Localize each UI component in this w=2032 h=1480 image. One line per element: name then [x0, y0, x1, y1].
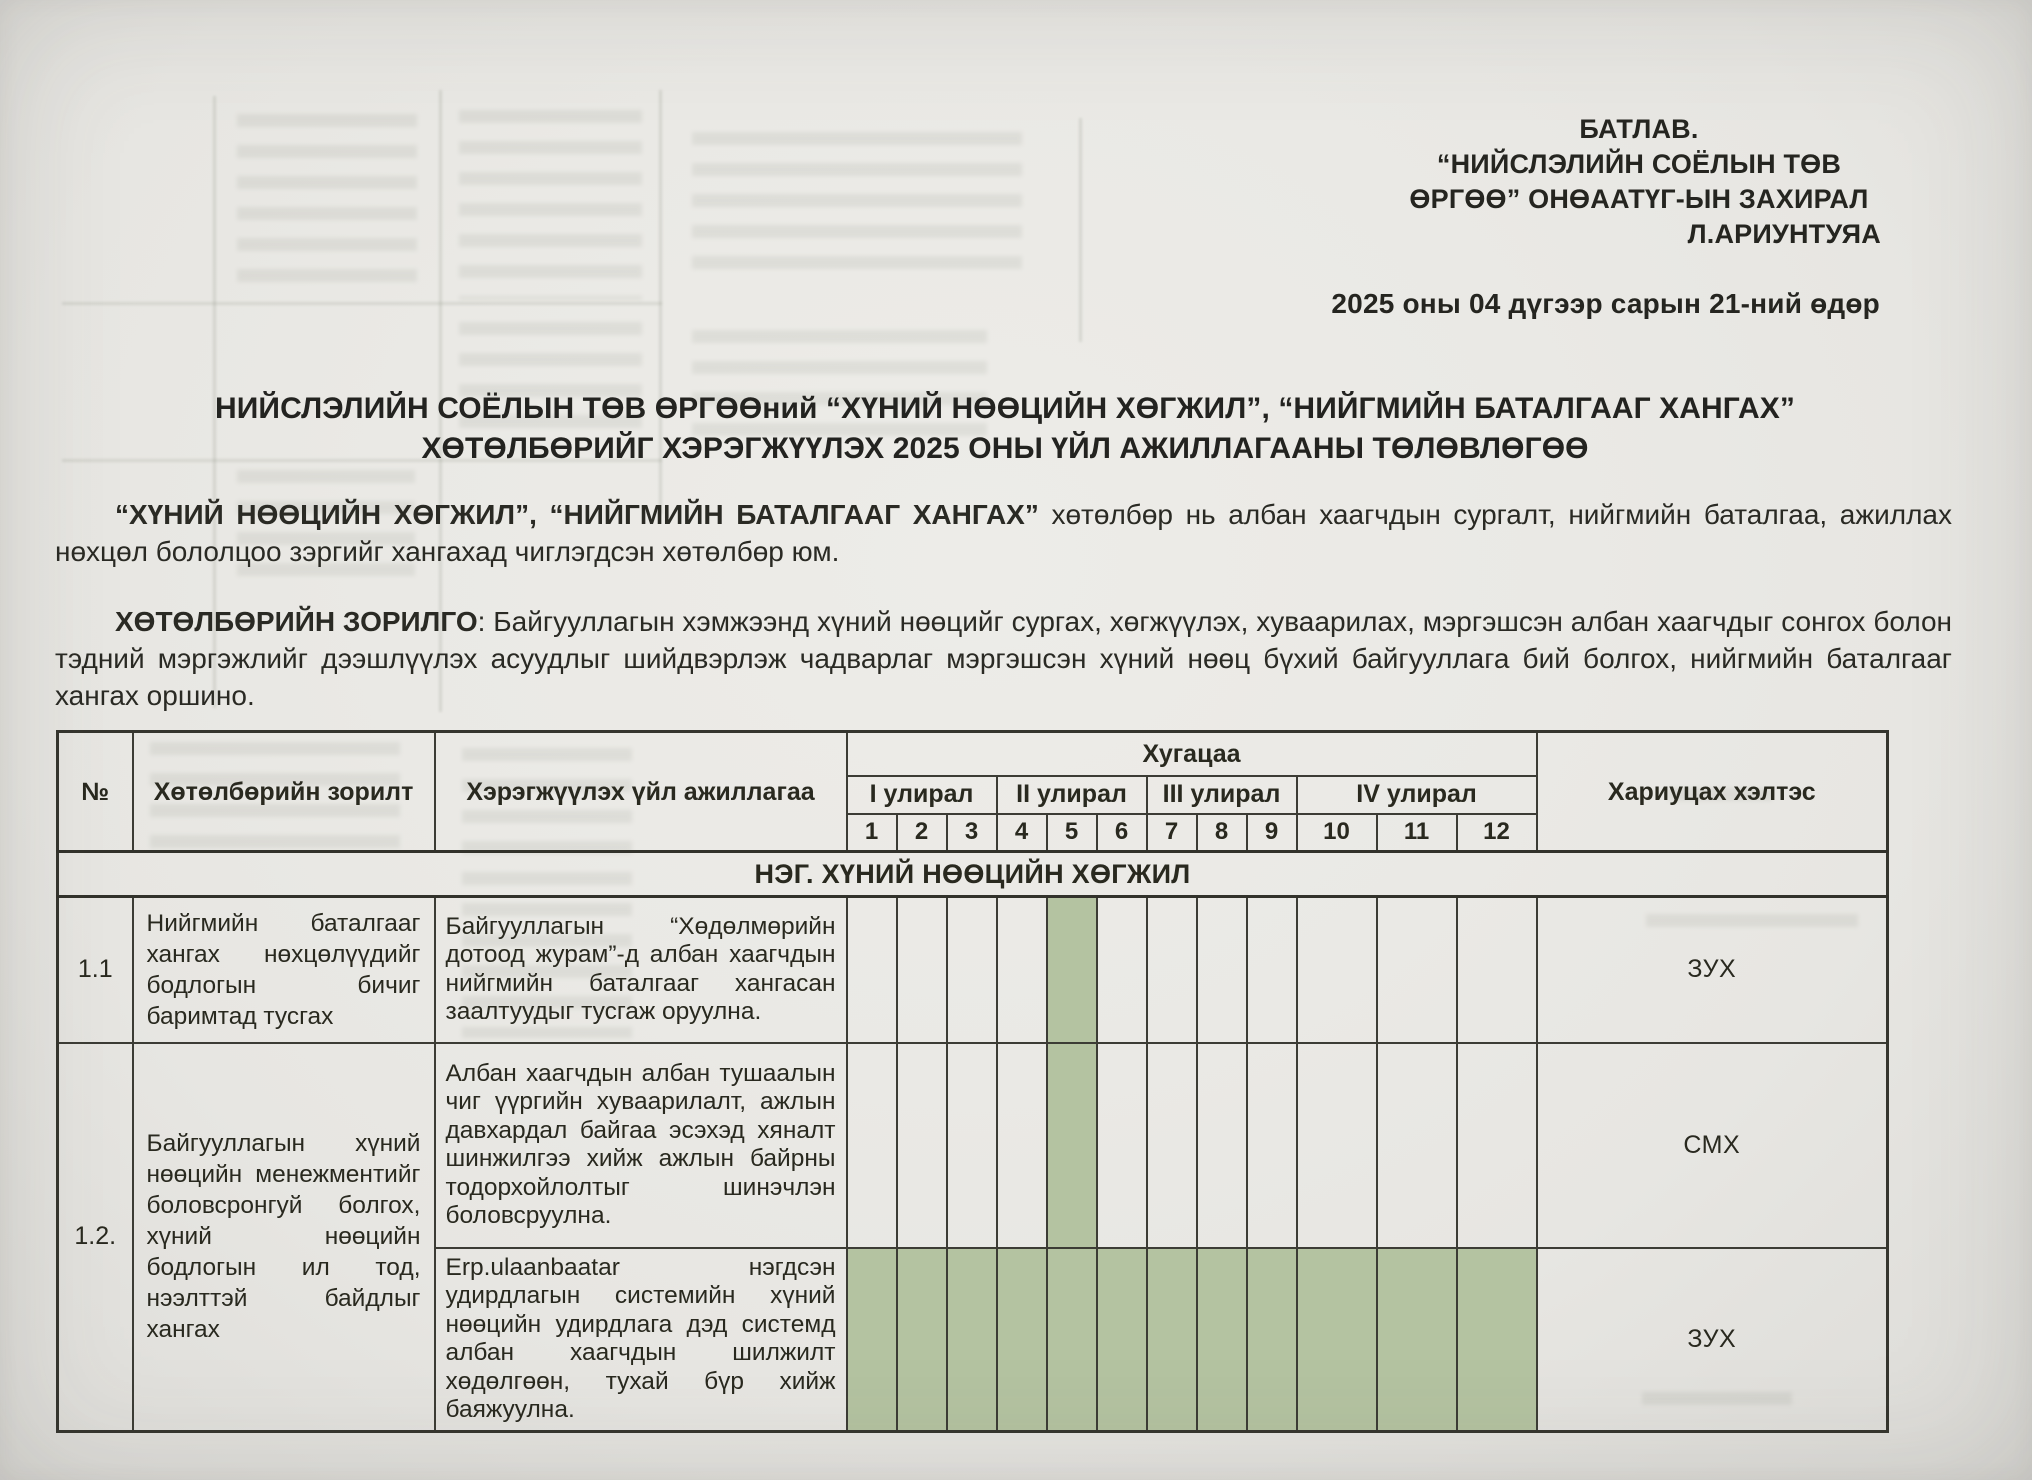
intro-bold-lead: “ХҮНИЙ НӨӨЦИЙН ХӨГЖИЛ”, “НИЙГМИЙН БАТАЛГААГ ХАНГАХ”	[115, 499, 1039, 530]
month-cell	[1197, 1248, 1247, 1432]
program-goal-paragraph	[55, 603, 1952, 714]
month-cell	[897, 897, 947, 1043]
col-header-department: Хариуцах хэлтэс	[1537, 732, 1888, 852]
col-header-number: №	[58, 732, 133, 852]
month-cell	[1197, 1043, 1247, 1248]
row-activity: Албан хаагчдын албан тушаалын чиг үүргийн хуваарилалт, ажлын давхардал байгаа эсэхэд хяналт шинжилгээ хийж ажлын байрны тодорхойлолтыг шинэчлэн боловсруулна.	[435, 1043, 847, 1248]
month-cell	[947, 1043, 997, 1248]
approval-org-line1: “НИЙСЛЭЛИЙН СОЁЛЫН ТӨВ	[1436, 149, 1842, 179]
quarter-header-3: III улирал	[1147, 776, 1297, 814]
row-number: 1.2.	[58, 1043, 133, 1432]
month-cell	[997, 897, 1047, 1043]
month-header-6: 6	[1097, 814, 1147, 852]
month-cell	[997, 1043, 1047, 1248]
table-row	[58, 897, 1888, 1043]
bleed-through-text	[459, 110, 642, 300]
row-number: 1.1	[58, 897, 133, 1043]
approval-org-line2: ӨРГӨӨ” ОНӨААТҮГ-ЫН ЗАХИРАЛ	[1409, 184, 1869, 214]
quarter-header-2: II улирал	[997, 776, 1147, 814]
month-cell	[1297, 1248, 1377, 1432]
month-header-8: 8	[1197, 814, 1247, 852]
month-cell	[1297, 897, 1377, 1043]
month-header-1: 1	[847, 814, 897, 852]
approval-block	[1393, 112, 1885, 252]
bleed-through-text	[237, 114, 417, 282]
approval-date: 2025 оны 04 дүгээр сарын 21-ний өдөр	[1331, 288, 1880, 319]
bleed-through-text	[692, 132, 1022, 280]
goal-bold-lead: ХӨТӨЛБӨРИЙН ЗОРИЛГО	[115, 606, 478, 637]
row-goal: Байгууллагын хүний нөөцийн менежментийг боловсронгуй болгох, хүний нөөцийн бодлогын ил тод, нээлттэй байдлыг хангах	[133, 1043, 435, 1432]
month-cell	[1147, 1043, 1197, 1248]
goal-text: : Байгууллагын хэмжээнд хүний нөөцийг сургах, хөгжүүлэх, хуваарилах, мэргэшсэн албан хаагчдыг сонгох болон тэдний мэргэжлийг дээшлүүлэх асуудлыг шийдвэрлэж чадварлаг мэргэшсэн хүний нөөц бүхий байгууллага бий болгох, нийгмийн баталгааг хангах оршино.	[55, 606, 1953, 711]
intro-paragraph	[55, 496, 1952, 570]
month-cell	[847, 1248, 897, 1432]
month-cell	[1047, 1043, 1097, 1248]
month-cell	[1097, 1248, 1147, 1432]
month-header-7: 7	[1147, 814, 1197, 852]
month-header-9: 9	[1247, 814, 1297, 852]
bleed-through-line	[62, 302, 662, 305]
month-cell	[1377, 1248, 1457, 1432]
month-header-5: 5	[1047, 814, 1097, 852]
month-cell	[1147, 1248, 1197, 1432]
month-cell	[1147, 897, 1197, 1043]
month-cell	[997, 1248, 1047, 1432]
month-cell	[1097, 897, 1147, 1043]
month-cell	[1097, 1043, 1147, 1248]
row-department: ЗУХ	[1537, 897, 1888, 1043]
month-header-10: 10	[1297, 814, 1377, 852]
approval-director-name: Л.АРИУНТУЯА	[1687, 219, 1881, 249]
month-cell	[1457, 1248, 1537, 1432]
approval-label: БАТЛАВ.	[1579, 114, 1699, 144]
month-cell	[1457, 897, 1537, 1043]
bleed-through-line	[1079, 118, 1082, 342]
plan-table	[56, 730, 1889, 1433]
page-title-line2: ХӨТӨЛБӨРИЙГ ХЭРЭГЖҮҮЛЭХ 2025 ОНЫ ҮЙЛ АЖИЛЛАГААНЫ ТӨЛӨВЛӨГӨӨ	[421, 432, 1589, 465]
month-cell	[1247, 1043, 1297, 1248]
month-cell	[897, 1043, 947, 1248]
month-header-11: 11	[1377, 814, 1457, 852]
month-cell	[1047, 1248, 1097, 1432]
quarter-header-4: IV улирал	[1297, 776, 1537, 814]
table-row	[58, 1043, 1888, 1248]
section-header-row	[58, 852, 1888, 897]
month-cell	[1297, 1043, 1377, 1248]
month-cell	[897, 1248, 947, 1432]
row-department: ЗУХ	[1537, 1248, 1888, 1432]
month-cell	[947, 897, 997, 1043]
month-cell	[1377, 897, 1457, 1043]
month-cell	[1377, 1043, 1457, 1248]
month-cell	[847, 897, 897, 1043]
row-goal: Нийгмийн баталгааг хангах нөхцөлүүдийг бодлогын бичиг баримтад тусгах	[133, 897, 435, 1043]
quarter-header-1: I улирал	[847, 776, 997, 814]
col-header-activity: Хэрэгжүүлэх үйл ажиллагаа	[435, 732, 847, 852]
month-cell	[1247, 897, 1297, 1043]
section-header: НЭГ. ХҮНИЙ НӨӨЦИЙН ХӨГЖИЛ	[58, 852, 1888, 897]
month-header-3: 3	[947, 814, 997, 852]
row-department: СМХ	[1537, 1043, 1888, 1248]
month-cell	[1047, 897, 1097, 1043]
month-header-2: 2	[897, 814, 947, 852]
month-cell	[1197, 897, 1247, 1043]
month-cell	[947, 1248, 997, 1432]
col-header-period: Хугацаа	[847, 732, 1537, 776]
month-cell	[1247, 1248, 1297, 1432]
page-title	[55, 389, 1955, 469]
row-activity: Erp.ulaanbaatar нэгдсэн удирдлагын системийн хүний нөөцийн удирдлага дэд системд албан хаагчдын шилжилт хөдөлгөөн, тухай бүр хийж баяжуулна.	[435, 1248, 847, 1432]
month-header-4: 4	[997, 814, 1047, 852]
month-cell	[847, 1043, 897, 1248]
month-cell	[1457, 1043, 1537, 1248]
month-header-12: 12	[1457, 814, 1537, 852]
row-activity: Байгууллагын “Хөдөлмөрийн дотоод журам”-д албан хаагчдын нийгмийн баталгааг хангасан заалтуудыг тусгаж оруулна.	[435, 897, 847, 1043]
col-header-goal: Хөтөлбөрийн зорилт	[133, 732, 435, 852]
page-title-line1: НИЙСЛЭЛИЙН СОЁЛЫН ТӨВ ӨРГӨӨний “ХҮНИЙ НӨӨЦИЙН ХӨГЖИЛ”, “НИЙГМИЙН БАТАЛГААГ ХАНГАХ”	[215, 392, 1795, 425]
intro-text: хөтөлбөр нь албан хаагчдын сургалт, нийгмийн баталгаа, ажиллах нөхцөл бололцоо зэргийг хангахад чиглэгдсэн хөтөлбөр юм.	[55, 499, 1952, 567]
